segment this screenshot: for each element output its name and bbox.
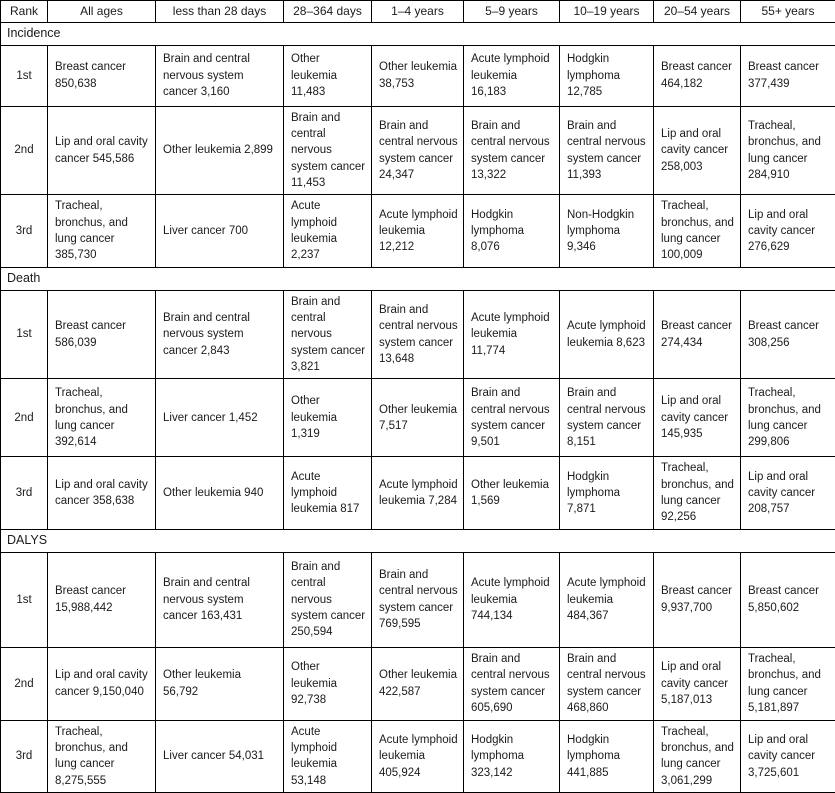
table-cell: Hodgkin lymphoma 323,142 bbox=[464, 720, 560, 792]
table-cell: Brain and central nervous system cancer 2,843 bbox=[156, 290, 284, 379]
table-cell: Other leukemia 7,517 bbox=[372, 379, 464, 457]
table-cell: Lip and oral cavity cancer 208,757 bbox=[741, 457, 835, 529]
section-label-incidence: Incidence bbox=[1, 23, 835, 46]
table-cell: Brain and central nervous system cancer 13,322 bbox=[464, 106, 560, 195]
table-cell: Hodgkin lymphoma 7,871 bbox=[560, 457, 654, 529]
table-cell: Acute lymphoid leukemia 744,134 bbox=[464, 552, 560, 647]
table-cell: Acute lymphoid leukemia 12,212 bbox=[372, 195, 464, 267]
rank-cell: 3rd bbox=[1, 457, 48, 529]
table-row bbox=[1, 720, 835, 792]
table-cell: Brain and central nervous system cancer 250,594 bbox=[284, 552, 372, 647]
table-cell: Breast cancer 586,039 bbox=[48, 290, 156, 379]
table-row bbox=[1, 647, 835, 720]
table-cell: Breast cancer 850,638 bbox=[48, 45, 156, 106]
table-cell: Liver cancer 1,452 bbox=[156, 379, 284, 457]
table-cell: Hodgkin lymphoma 8,076 bbox=[464, 195, 560, 267]
table-cell: Acute lymphoid leukemia 2,237 bbox=[284, 195, 372, 267]
table-cell: Breast cancer 464,182 bbox=[654, 45, 741, 106]
table-row bbox=[1, 106, 835, 195]
section-label-death: Death bbox=[1, 267, 835, 290]
table-row bbox=[1, 45, 835, 106]
table-cell: Brain and central nervous system cancer 3,160 bbox=[156, 45, 284, 106]
table-cell: Other leukemia 2,899 bbox=[156, 106, 284, 195]
table-cell: Brain and central nervous system cancer 8,151 bbox=[560, 379, 654, 457]
table-cell: Hodgkin lymphoma 12,785 bbox=[560, 45, 654, 106]
column-header-less-28-days: less than 28 days bbox=[156, 1, 284, 23]
table-cell: Breast cancer 15,988,442 bbox=[48, 552, 156, 647]
table-cell: Other leukemia 940 bbox=[156, 457, 284, 529]
column-header-10-19-years: 10–19 years bbox=[560, 1, 654, 23]
table-cell: Tracheal, bronchus, and lung cancer 299,806 bbox=[741, 379, 835, 457]
table-row bbox=[1, 290, 835, 379]
table-cell: Non-Hodgkin lymphoma 9,346 bbox=[560, 195, 654, 267]
table-cell: Brain and central nervous system cancer 3,821 bbox=[284, 290, 372, 379]
table-cell: Lip and oral cavity cancer 3,725,601 bbox=[741, 720, 835, 792]
rank-cell: 1st bbox=[1, 290, 48, 379]
table-cell: Other leukemia 11,483 bbox=[284, 45, 372, 106]
table-cell: Breast cancer 308,256 bbox=[741, 290, 835, 379]
rank-cell: 3rd bbox=[1, 720, 48, 792]
table-cell: Lip and oral cavity cancer 258,003 bbox=[654, 106, 741, 195]
rank-cell: 3rd bbox=[1, 195, 48, 267]
table-cell: Acute lymphoid leukemia 817 bbox=[284, 457, 372, 529]
table-cell: Tracheal, bronchus, and lung cancer 8,275,555 bbox=[48, 720, 156, 792]
table-cell: Acute lymphoid leukemia 11,774 bbox=[464, 290, 560, 379]
column-header-5-9-years: 5–9 years bbox=[464, 1, 560, 23]
table-cell: Tracheal, bronchus, and lung cancer 92,256 bbox=[654, 457, 741, 529]
table-cell: Liver cancer 700 bbox=[156, 195, 284, 267]
section-label-dalys: DALYS bbox=[1, 529, 835, 552]
table-cell: Brain and central nervous system cancer 11,393 bbox=[560, 106, 654, 195]
header-row bbox=[1, 1, 835, 23]
table-cell: Acute lymphoid leukemia 8,623 bbox=[560, 290, 654, 379]
rank-cell: 2nd bbox=[1, 379, 48, 457]
table-cell: Lip and oral cavity cancer 276,629 bbox=[741, 195, 835, 267]
table-cell: Tracheal, bronchus, and lung cancer 284,910 bbox=[741, 106, 835, 195]
table-cell: Brain and central nervous system cancer 13,648 bbox=[372, 290, 464, 379]
column-header-all-ages: All ages bbox=[48, 1, 156, 23]
table-cell: Acute lymphoid leukemia 7,284 bbox=[372, 457, 464, 529]
column-header-20-54-years: 20–54 years bbox=[654, 1, 741, 23]
table-cell: Tracheal, bronchus, and lung cancer 385,730 bbox=[48, 195, 156, 267]
column-header-55-plus-years: 55+ years bbox=[741, 1, 835, 23]
table-cell: Other leukemia 1,569 bbox=[464, 457, 560, 529]
section-row-incidence bbox=[1, 23, 835, 46]
section-row-death bbox=[1, 267, 835, 290]
table-cell: Brain and central nervous system cancer 769,595 bbox=[372, 552, 464, 647]
table-cell: Breast cancer 377,439 bbox=[741, 45, 835, 106]
column-header-1-4-years: 1–4 years bbox=[372, 1, 464, 23]
table-row bbox=[1, 379, 835, 457]
table-cell: Brain and central nervous system cancer 24,347 bbox=[372, 106, 464, 195]
table-cell: Brain and central nervous system cancer 468,860 bbox=[560, 647, 654, 720]
table-cell: Acute lymphoid leukemia 53,148 bbox=[284, 720, 372, 792]
table-row bbox=[1, 195, 835, 267]
column-header-rank: Rank bbox=[1, 1, 48, 23]
table-cell: Acute lymphoid leukemia 405,924 bbox=[372, 720, 464, 792]
table-cell: Other leukemia 1,319 bbox=[284, 379, 372, 457]
rank-cell: 2nd bbox=[1, 106, 48, 195]
column-header-28-364-days: 28–364 days bbox=[284, 1, 372, 23]
table-cell: Brain and central nervous system cancer 11,453 bbox=[284, 106, 372, 195]
table-cell: Tracheal, bronchus, and lung cancer 5,181,897 bbox=[741, 647, 835, 720]
table-cell: Lip and oral cavity cancer 358,638 bbox=[48, 457, 156, 529]
table-cell: Breast cancer 9,937,700 bbox=[654, 552, 741, 647]
table-cell: Brain and central nervous system cancer 605,690 bbox=[464, 647, 560, 720]
rank-cell: 1st bbox=[1, 45, 48, 106]
table-cell: Lip and oral cavity cancer 545,586 bbox=[48, 106, 156, 195]
table-cell: Breast cancer 274,434 bbox=[654, 290, 741, 379]
table-cell: Breast cancer 5,850,602 bbox=[741, 552, 835, 647]
table-cell: Hodgkin lymphoma 441,885 bbox=[560, 720, 654, 792]
table-cell: Lip and oral cavity cancer 9,150,040 bbox=[48, 647, 156, 720]
rank-cell: 1st bbox=[1, 552, 48, 647]
table-cell: Liver cancer 54,031 bbox=[156, 720, 284, 792]
table-row bbox=[1, 552, 835, 647]
table-cell: Acute lymphoid leukemia 16,183 bbox=[464, 45, 560, 106]
table-cell: Tracheal, bronchus, and lung cancer 100,009 bbox=[654, 195, 741, 267]
table-cell: Other leukemia 92,738 bbox=[284, 647, 372, 720]
table-cell: Acute lymphoid leukemia 484,367 bbox=[560, 552, 654, 647]
table-cell: Other leukemia 38,753 bbox=[372, 45, 464, 106]
table-cell: Lip and oral cavity cancer 145,935 bbox=[654, 379, 741, 457]
table-cell: Other leukemia 422,587 bbox=[372, 647, 464, 720]
table-cell: Tracheal, bronchus, and lung cancer 392,614 bbox=[48, 379, 156, 457]
table-cell: Tracheal, bronchus, and lung cancer 3,061,299 bbox=[654, 720, 741, 792]
table-row bbox=[1, 457, 835, 529]
table-cell: Lip and oral cavity cancer 5,187,013 bbox=[654, 647, 741, 720]
table-cell: Brain and central nervous system cancer 9,501 bbox=[464, 379, 560, 457]
rank-cell: 2nd bbox=[1, 647, 48, 720]
table-cell: Brain and central nervous system cancer 163,431 bbox=[156, 552, 284, 647]
section-row-dalys bbox=[1, 529, 835, 552]
table-cell: Other leukemia 56,792 bbox=[156, 647, 284, 720]
